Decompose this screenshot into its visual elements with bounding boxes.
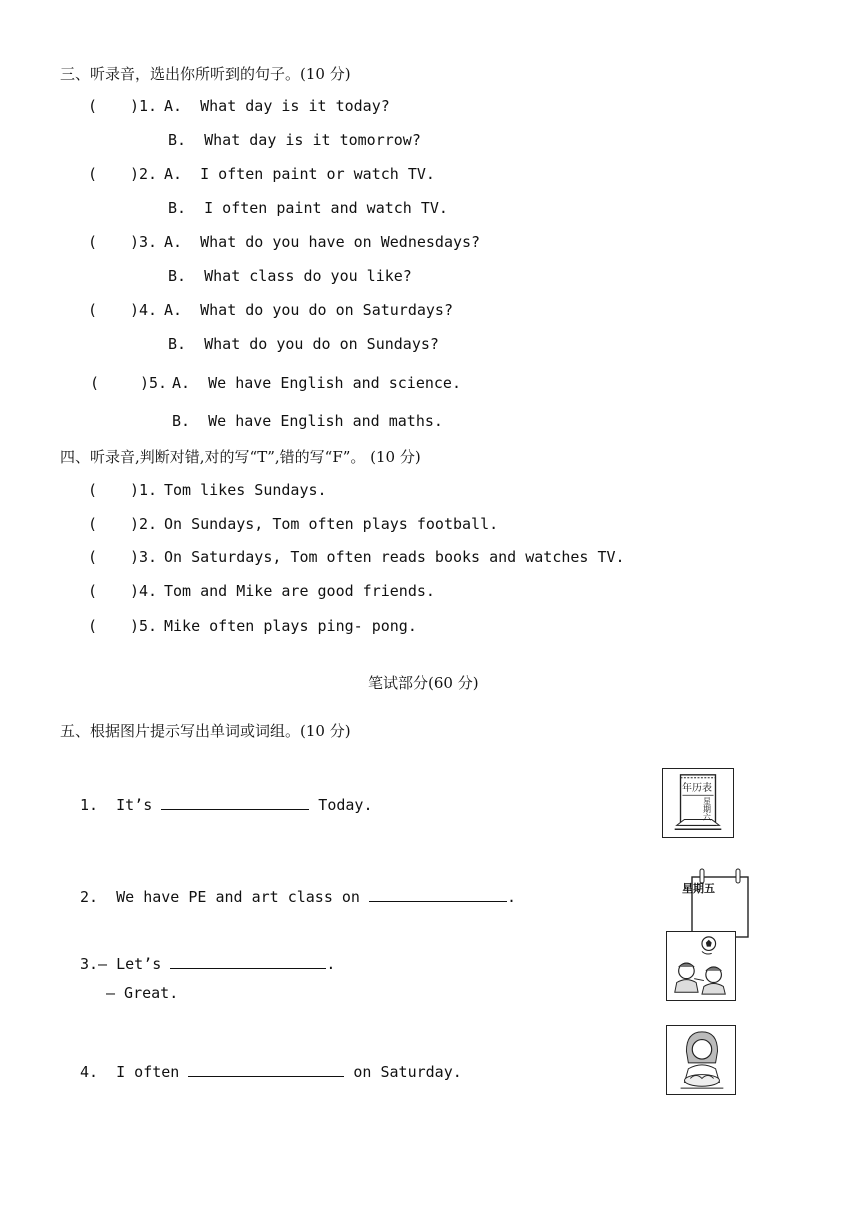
question-number: )4. (130, 582, 158, 600)
option-a: A. What do you do on Saturdays? (164, 301, 453, 319)
question-number: )2. (130, 165, 158, 183)
wall-calendar-label: 星期五 (682, 882, 715, 895)
statement-text: On Saturdays, Tom often reads books and watches TV. (164, 548, 625, 566)
answer-paren-open: ( (90, 374, 100, 392)
option-b: B. We have English and maths. (172, 412, 443, 430)
fill-item-3-reply: — Great. (106, 984, 179, 1002)
option-a: A. We have English and science. (172, 374, 461, 392)
answer-paren-open: ( (88, 301, 98, 319)
question-number: )3. (130, 548, 158, 566)
statement-text: On Sundays, Tom often plays football. (164, 515, 499, 533)
fill-text-before: 4. I often (80, 1063, 189, 1081)
option-b: B. What class do you like? (168, 267, 412, 285)
question-number: )5. (140, 374, 168, 392)
answer-blank[interactable] (369, 887, 507, 902)
answer-paren-open: ( (88, 97, 98, 115)
question-number: )1. (130, 97, 158, 115)
fill-text-after: Today. (309, 796, 373, 814)
desk-calendar-picture (662, 768, 734, 838)
fill-text-after: . (326, 955, 336, 973)
calendar-label-year: 年历表 (682, 783, 712, 794)
fill-text-before: 3.— Let’s (80, 955, 171, 973)
section-4-title: 四、听录音,判断对错,对的写“T”,错的写“F”。 (10 分) (60, 448, 421, 466)
football-kids-picture (666, 931, 736, 1001)
answer-paren-open: ( (88, 165, 98, 183)
answer-paren-open: ( (88, 617, 98, 635)
option-a: A. What do you have on Wednesdays? (164, 233, 481, 251)
option-a: A. I often paint or watch TV. (164, 165, 435, 183)
girl-icon (667, 1026, 735, 1094)
answer-paren-open: ( (88, 481, 98, 499)
fill-item-1 (80, 795, 373, 814)
statement-text: Mike often plays ping- pong. (164, 617, 417, 635)
girl-washing-picture (666, 1025, 736, 1095)
question-number: )2. (130, 515, 158, 533)
question-number: )5. (130, 617, 158, 635)
answer-paren-open: ( (88, 582, 98, 600)
statement-text: Tom and Mike are good friends. (164, 582, 435, 600)
fill-item-4 (80, 1062, 462, 1081)
wall-calendar-icon (690, 867, 750, 939)
calendar-label-day: 星期六 (703, 797, 711, 822)
answer-blank[interactable] (161, 795, 309, 810)
fill-text-before: 1. It’s (80, 796, 162, 814)
fill-item-3 (80, 954, 335, 973)
option-a: A. What day is it today? (164, 97, 390, 115)
statement-text: Tom likes Sundays. (164, 481, 327, 499)
section-5-title: 五、根据图片提示写出单词或词组。(10 分) (60, 722, 351, 740)
answer-paren-open: ( (88, 233, 98, 251)
option-b: B. What day is it tomorrow? (168, 131, 421, 149)
fill-text-after: on Saturday. (344, 1063, 462, 1081)
answer-blank[interactable] (170, 954, 326, 969)
option-b: B. I often paint and watch TV. (168, 199, 448, 217)
fill-text-before: 2. We have PE and art class on (80, 888, 369, 906)
question-number: )1. (130, 481, 158, 499)
fill-text-after: . (506, 888, 517, 906)
answer-blank[interactable] (188, 1062, 344, 1077)
wall-calendar-picture (672, 849, 732, 921)
answer-paren-open: ( (88, 548, 98, 566)
question-number: )3. (130, 233, 158, 251)
section-3-title: 三、听录音，选出你所听到的句子。(10 分) (60, 65, 351, 83)
fill-item-2 (80, 887, 516, 906)
written-part-heading: 笔试部分(60 分) (368, 674, 479, 692)
question-number: )4. (130, 301, 158, 319)
answer-paren-open: ( (88, 515, 98, 533)
football-icon (667, 932, 735, 1000)
option-b: B. What do you do on Sundays? (168, 335, 439, 353)
